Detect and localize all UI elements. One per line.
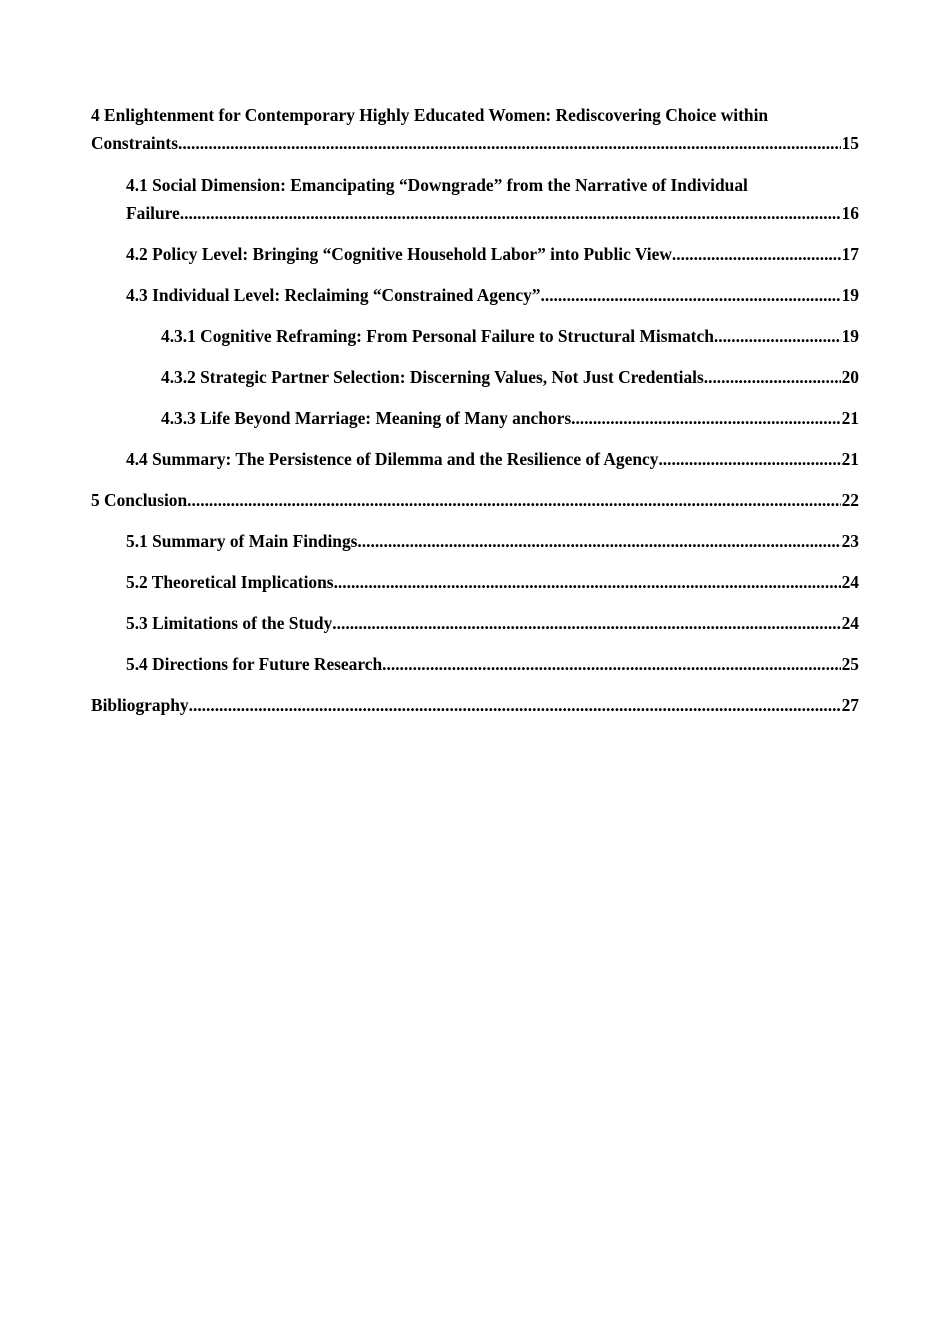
- toc-entry-4-3-1[interactable]: [161, 322, 859, 350]
- toc-page-number: 24: [841, 613, 859, 633]
- toc-page-number: 19: [841, 285, 859, 305]
- toc-entry-bibliography[interactable]: [91, 691, 859, 719]
- dot-leader: [334, 568, 841, 596]
- dot-leader: [658, 445, 840, 473]
- dot-leader: [357, 527, 840, 555]
- toc-entry-title: 4.4 Summary: The Persistence of Dilemma and the Resilience of Agency: [126, 449, 659, 469]
- dot-leader: [382, 650, 840, 678]
- toc-entry-4-3-3[interactable]: [161, 404, 859, 432]
- toc-entry-5-3[interactable]: [126, 609, 859, 637]
- toc-page-number: 21: [841, 449, 859, 469]
- toc-entry-title: 5.3 Limitations of the Study: [126, 613, 333, 633]
- toc-entry-chapter-4[interactable]: [91, 101, 859, 157]
- dot-leader: [180, 199, 841, 227]
- toc-entry-title: 4.3 Individual Level: Reclaiming “Constrained Agency”: [126, 285, 541, 305]
- toc-page-number: 15: [841, 133, 859, 153]
- toc-entry-4-2[interactable]: [126, 240, 859, 268]
- table-of-contents: [91, 101, 859, 719]
- toc-entry-title: 4.3.3 Life Beyond Marriage: Meaning of Many anchors: [161, 408, 572, 428]
- dot-leader: [332, 609, 840, 637]
- toc-page-number: 19: [841, 326, 859, 346]
- dot-leader: [178, 129, 841, 157]
- toc-page-number: 20: [841, 367, 859, 387]
- toc-entry-4-4[interactable]: [126, 445, 859, 473]
- dot-leader: [541, 281, 841, 309]
- toc-page-number: 16: [841, 203, 859, 223]
- toc-entry-title: 5.2 Theoretical Implications: [126, 572, 334, 592]
- toc-entry-title-line: 4 Enlightenment for Contemporary Highly Educated Women: Rediscovering Choice within: [91, 105, 769, 125]
- toc-page-number: 21: [841, 408, 859, 428]
- toc-entry-chapter-5[interactable]: [91, 486, 859, 514]
- toc-entry-title: 5.4 Directions for Future Research: [126, 654, 383, 674]
- toc-entry-4-1[interactable]: [126, 171, 859, 227]
- toc-entry-title: 5.1 Summary of Main Findings: [126, 531, 358, 551]
- dot-leader: [187, 486, 840, 514]
- toc-page-number: 17: [841, 244, 859, 264]
- toc-entry-5-1[interactable]: [126, 527, 859, 555]
- toc-entry-5-2[interactable]: [126, 568, 859, 596]
- dot-leader: [704, 363, 841, 391]
- toc-entry-title: 4.3.2 Strategic Partner Selection: Discerning Values, Not Just Credentials: [161, 367, 704, 387]
- toc-page-number: 25: [841, 654, 859, 674]
- toc-page-number: 27: [841, 695, 859, 715]
- toc-entry-title: 5 Conclusion: [91, 490, 188, 510]
- toc-entry-4-3[interactable]: [126, 281, 859, 309]
- toc-entry-title: Bibliography: [91, 695, 189, 715]
- dot-leader: [672, 240, 841, 268]
- toc-entry-title: 4.3.1 Cognitive Reframing: From Personal Failure to Structural Mismatch: [161, 326, 714, 346]
- toc-entry-title: Constraints: [91, 133, 178, 153]
- toc-entry-4-3-2[interactable]: [161, 363, 859, 391]
- toc-entry-title: Failure: [126, 203, 180, 223]
- toc-page-number: 23: [841, 531, 859, 551]
- toc-entry-5-4[interactable]: [126, 650, 859, 678]
- dot-leader: [189, 691, 841, 719]
- toc-page-number: 22: [841, 490, 859, 510]
- toc-entry-title: 4.2 Policy Level: Bringing “Cognitive Household Labor” into Public View: [126, 244, 672, 264]
- dot-leader: [571, 404, 841, 432]
- dot-leader: [714, 322, 841, 350]
- toc-page-number: 24: [841, 572, 859, 592]
- toc-entry-title-line: 4.1 Social Dimension: Emancipating “Downgrade” from the Narrative of Individual: [126, 175, 748, 195]
